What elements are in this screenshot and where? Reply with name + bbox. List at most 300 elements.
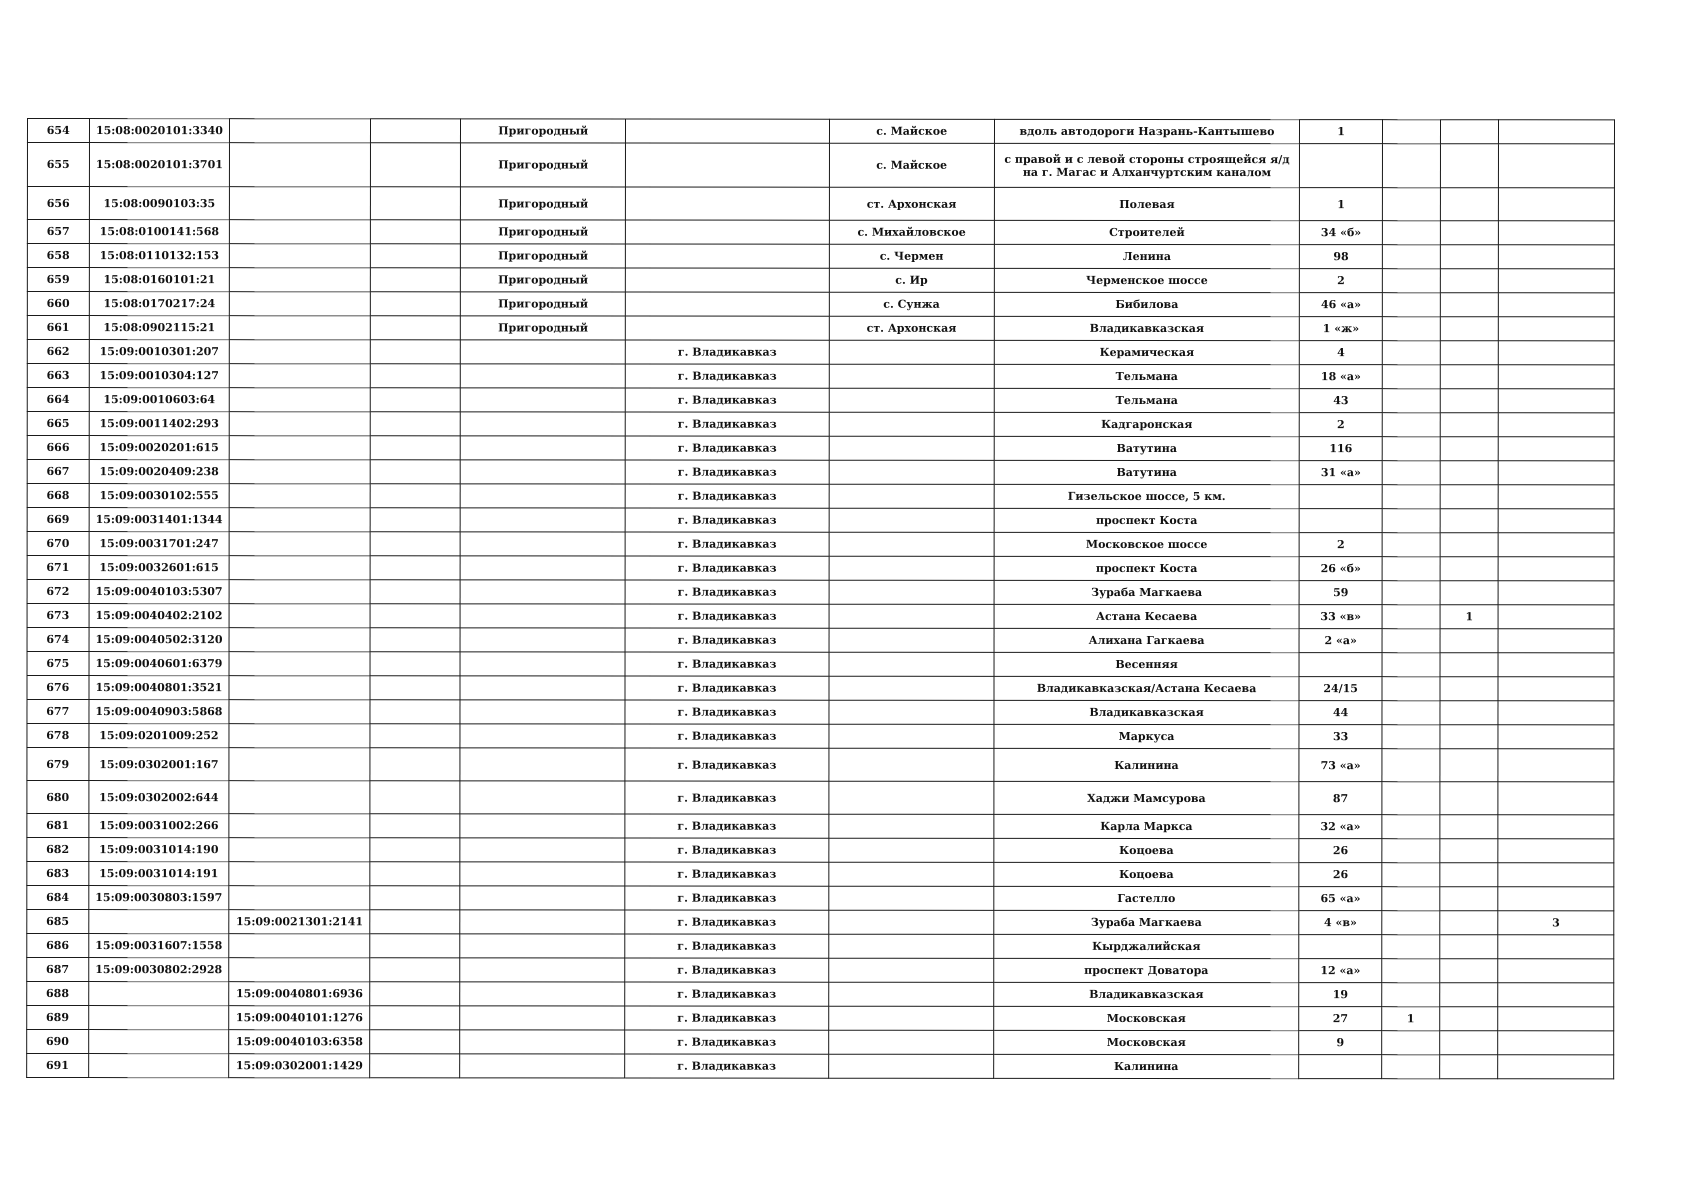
house-number-cell: 26 [1299, 839, 1382, 863]
table-row [27, 220, 1614, 245]
city-cell [626, 119, 829, 143]
cadastral-number-alt-cell [229, 676, 370, 700]
city-cell: г. Владикавказ [625, 886, 828, 910]
row-number-cell: 664 [27, 388, 89, 412]
count-a-cell [1382, 317, 1440, 341]
count-c-cell [1498, 629, 1614, 653]
house-number-cell: 34 «б» [1300, 221, 1383, 245]
blank-cell [370, 412, 460, 436]
house-number-cell [1300, 509, 1383, 533]
settlement-cell [829, 508, 994, 532]
house-number-cell: 43 [1300, 389, 1383, 413]
house-number-cell: 9 [1299, 1031, 1382, 1055]
table-row [27, 1030, 1614, 1055]
count-a-cell [1382, 911, 1440, 935]
settlement-cell [829, 460, 994, 484]
row-number-cell: 688 [27, 982, 89, 1006]
district-cell [461, 340, 626, 364]
count-c-cell [1499, 221, 1615, 245]
row-number-cell: 679 [27, 748, 89, 781]
cadastral-number-alt-cell [229, 781, 370, 814]
cadastral-number-alt-cell [229, 700, 370, 724]
count-a-cell [1382, 725, 1440, 749]
cadastral-number-alt-cell [229, 748, 370, 781]
cadastral-number-cell: 15:09:0030102:555 [89, 484, 230, 508]
row-number-cell: 674 [27, 628, 89, 652]
cadastral-number-cell: 15:09:0040402:2102 [89, 604, 230, 628]
blank-cell [370, 700, 460, 724]
street-cell: проспект Коста [994, 508, 1300, 532]
district-cell: Пригородный [461, 244, 626, 268]
table-row [27, 556, 1614, 581]
district-cell: Пригородный [461, 316, 626, 340]
house-number-cell: 4 [1300, 341, 1383, 365]
count-a-cell [1382, 581, 1440, 605]
table-row [27, 910, 1614, 935]
count-b-cell [1440, 677, 1498, 701]
district-cell [460, 781, 625, 814]
street-cell: Владикавказская/Астана Кесаева [994, 676, 1300, 700]
count-a-cell [1382, 935, 1440, 959]
row-number-cell: 686 [27, 934, 89, 958]
blank-cell [370, 814, 460, 838]
blank-cell [370, 1006, 460, 1030]
count-c-cell [1499, 317, 1615, 341]
settlement-cell: ст. Архонская [829, 316, 994, 340]
count-a-cell [1382, 509, 1440, 533]
house-number-cell: 1 [1300, 120, 1383, 144]
count-b-cell [1441, 245, 1499, 269]
cadastral-number-alt-cell [230, 316, 371, 340]
street-cell: Полевая [994, 187, 1300, 220]
count-c-cell [1498, 1031, 1614, 1055]
table-row [27, 532, 1614, 557]
house-number-cell: 87 [1299, 782, 1382, 815]
city-cell: г. Владикавказ [625, 1030, 828, 1054]
city-cell: г. Владикавказ [625, 484, 828, 508]
city-cell: г. Владикавказ [625, 814, 828, 838]
street-cell: Владикавказская [993, 982, 1299, 1006]
cadastral-number-alt-cell [229, 838, 370, 862]
count-b-cell [1440, 983, 1498, 1007]
house-number-cell: 31 «а» [1300, 461, 1383, 485]
cadastral-number-alt-cell [229, 556, 370, 580]
count-b-cell [1440, 725, 1498, 749]
settlement-cell: с. Чермен [829, 244, 994, 268]
table-row [27, 676, 1614, 701]
table-row [27, 460, 1614, 485]
blank-cell [370, 652, 460, 676]
house-number-cell [1300, 144, 1383, 188]
row-number-cell: 668 [27, 484, 89, 508]
table-row [27, 292, 1614, 317]
district-cell [460, 1006, 625, 1030]
city-cell: г. Владикавказ [625, 910, 828, 934]
blank-cell [370, 532, 460, 556]
house-number-cell: 2 «а» [1299, 629, 1382, 653]
count-b-cell [1440, 1031, 1498, 1055]
district-cell [461, 364, 626, 388]
count-a-cell [1382, 983, 1440, 1007]
settlement-cell [829, 436, 994, 460]
street-cell: Калинина [993, 1054, 1299, 1078]
settlement-cell [829, 532, 994, 556]
count-a-cell [1382, 437, 1440, 461]
row-number-cell: 689 [27, 1006, 89, 1030]
count-a-cell [1382, 293, 1440, 317]
settlement-cell [829, 781, 994, 814]
settlement-cell: с. Майское [829, 143, 994, 187]
count-c-cell [1498, 677, 1614, 701]
cadastral-number-alt-cell [229, 886, 370, 910]
house-number-cell: 18 «а» [1300, 365, 1383, 389]
count-b-cell [1440, 653, 1498, 677]
cadastral-number-cell [88, 1006, 229, 1030]
table-row [27, 958, 1614, 983]
city-cell [626, 268, 829, 292]
table-row [27, 484, 1614, 509]
district-cell [460, 910, 625, 934]
cadastral-number-cell: 15:09:0031401:1344 [89, 508, 230, 532]
city-cell: г. Владикавказ [625, 982, 828, 1006]
table-row [27, 838, 1614, 863]
table-row [27, 982, 1614, 1007]
house-number-cell: 4 «в» [1299, 911, 1382, 935]
count-b-cell [1440, 413, 1498, 437]
street-cell: Тельмана [994, 364, 1300, 388]
cadastral-number-cell [88, 1030, 229, 1054]
count-a-cell [1382, 413, 1440, 437]
row-number-cell: 676 [27, 676, 89, 700]
city-cell: г. Владикавказ [625, 628, 828, 652]
blank-cell [370, 268, 460, 292]
row-number-cell: 687 [27, 958, 89, 982]
blank-cell [370, 1030, 460, 1054]
settlement-cell [828, 910, 993, 934]
city-cell: г. Владикавказ [625, 1006, 828, 1030]
blank-cell [370, 910, 460, 934]
count-c-cell [1498, 839, 1614, 863]
settlement-cell: с. Ир [829, 268, 994, 292]
count-c-cell [1499, 461, 1615, 485]
city-cell: г. Владикавказ [625, 556, 828, 580]
cadastral-number-cell: 15:09:0031014:191 [88, 862, 229, 886]
district-cell [460, 724, 625, 748]
cadastral-number-cell: 15:08:0020101:3701 [89, 143, 230, 187]
district-cell [460, 604, 625, 628]
cadastral-number-cell: 15:09:0040801:3521 [89, 676, 230, 700]
count-a-cell [1382, 389, 1440, 413]
cadastral-number-alt-cell [229, 580, 370, 604]
city-cell: г. Владикавказ [625, 412, 828, 436]
blank-cell [370, 388, 460, 412]
table-row [27, 652, 1614, 677]
count-c-cell [1498, 887, 1614, 911]
street-cell: Московское шоссе [994, 532, 1300, 556]
cadastral-number-cell: 15:08:0160101:21 [89, 268, 230, 292]
cadastral-number-alt-cell: 15:09:0040101:1276 [229, 1006, 370, 1030]
count-a-cell [1382, 557, 1440, 581]
blank-cell [370, 292, 460, 316]
cadastral-number-alt-cell [229, 814, 370, 838]
blank-cell [370, 556, 460, 580]
city-cell: г. Владикавказ [625, 460, 828, 484]
blank-cell [371, 143, 461, 187]
city-cell [626, 187, 829, 220]
district-cell [460, 556, 625, 580]
count-c-cell [1499, 365, 1615, 389]
district-cell [460, 532, 625, 556]
count-c-cell [1498, 653, 1614, 677]
settlement-cell [829, 604, 994, 628]
house-number-cell: 59 [1299, 581, 1382, 605]
district-cell: Пригородный [461, 220, 626, 244]
count-c-cell [1498, 863, 1614, 887]
count-b-cell [1440, 863, 1498, 887]
settlement-cell [829, 628, 994, 652]
cadastral-number-alt-cell [230, 460, 371, 484]
count-b-cell [1440, 389, 1498, 413]
city-cell: г. Владикавказ [625, 604, 828, 628]
city-cell: г. Владикавказ [625, 436, 828, 460]
settlement-cell [829, 814, 994, 838]
city-cell [626, 292, 829, 316]
district-cell: Пригородный [461, 119, 626, 143]
house-number-cell: 26 «б» [1300, 557, 1383, 581]
blank-cell [370, 886, 460, 910]
district-cell [460, 1030, 625, 1054]
cadastral-number-alt-cell [230, 436, 371, 460]
house-number-cell: 98 [1300, 245, 1383, 269]
row-number-cell: 672 [27, 580, 89, 604]
row-number-cell: 684 [27, 886, 89, 910]
table-row [27, 508, 1614, 533]
street-cell: Весенняя [994, 652, 1300, 676]
table-row [27, 340, 1614, 365]
count-b-cell [1440, 749, 1498, 782]
house-number-cell: 2 [1300, 413, 1383, 437]
settlement-cell: ст. Архонская [829, 187, 994, 220]
table-row [27, 862, 1614, 887]
district-cell: Пригородный [461, 268, 626, 292]
district-cell: Пригородный [461, 143, 626, 187]
cadastral-number-cell: 15:09:0011402:293 [89, 412, 230, 436]
cadastral-number-cell: 15:09:0032601:615 [89, 556, 230, 580]
city-cell [626, 143, 829, 187]
count-b-cell [1441, 269, 1499, 293]
house-number-cell: 12 «а» [1299, 959, 1382, 983]
row-number-cell: 658 [27, 244, 89, 268]
cadastral-number-cell: 15:09:0040103:5307 [89, 580, 230, 604]
district-cell: Пригородный [461, 187, 626, 220]
table-row [27, 268, 1614, 293]
table-row [27, 814, 1614, 839]
row-number-cell: 655 [27, 143, 89, 187]
cadastral-number-alt-cell [229, 652, 370, 676]
street-cell: Коцоева [994, 862, 1300, 886]
cadastral-number-cell: 15:08:0020101:3340 [89, 119, 230, 143]
settlement-cell [829, 652, 994, 676]
street-cell: Тельмана [994, 388, 1300, 412]
count-a-cell [1382, 749, 1440, 782]
count-a-cell [1382, 1055, 1440, 1079]
cadastral-number-cell: 15:09:0010304:127 [89, 364, 230, 388]
blank-cell [370, 508, 460, 532]
city-cell: г. Владикавказ [625, 862, 828, 886]
district-cell [460, 484, 625, 508]
settlement-cell [828, 1006, 993, 1030]
row-number-cell: 667 [27, 460, 89, 484]
table-row [27, 143, 1614, 188]
city-cell: г. Владикавказ [625, 700, 828, 724]
settlement-cell [829, 838, 994, 862]
cadastral-number-cell [88, 910, 229, 934]
cadastral-number-alt-cell [230, 187, 371, 220]
count-b-cell [1440, 461, 1498, 485]
count-a-cell [1382, 221, 1440, 245]
cadastral-number-cell [88, 1054, 229, 1078]
count-c-cell [1498, 983, 1614, 1007]
blank-cell [370, 958, 460, 982]
cadastral-number-alt-cell [230, 484, 371, 508]
house-number-cell: 26 [1299, 863, 1382, 887]
count-a-cell [1382, 245, 1440, 269]
cadastral-number-alt-cell: 15:09:0021301:2141 [229, 910, 370, 934]
cadastral-number-alt-cell [230, 143, 371, 187]
city-cell: г. Владикавказ [625, 1054, 828, 1078]
district-cell [461, 388, 626, 412]
count-a-cell [1382, 863, 1440, 887]
cadastral-number-alt-cell [229, 862, 370, 886]
count-c-cell [1499, 413, 1615, 437]
settlement-cell: с. Михайловское [829, 220, 994, 244]
blank-cell [370, 982, 460, 1006]
district-cell [460, 652, 625, 676]
cadastral-number-alt-cell [229, 532, 370, 556]
count-c-cell [1499, 605, 1615, 629]
settlement-cell [829, 748, 994, 781]
house-number-cell: 1 [1300, 188, 1383, 221]
blank-cell [370, 364, 460, 388]
cadastral-number-cell: 15:09:0031014:190 [88, 838, 229, 862]
cadastral-number-alt-cell [230, 388, 371, 412]
settlement-cell [828, 1030, 993, 1054]
settlement-cell [829, 886, 994, 910]
city-cell: г. Владикавказ [625, 838, 828, 862]
cadastral-number-cell: 15:09:0030802:2928 [88, 958, 229, 982]
cadastral-number-cell: 15:09:0010301:207 [89, 340, 230, 364]
settlement-cell [829, 556, 994, 580]
count-c-cell [1498, 725, 1614, 749]
district-cell [460, 676, 625, 700]
table-row [27, 781, 1614, 815]
table-row [27, 436, 1614, 461]
blank-cell [371, 119, 461, 143]
settlement-cell [829, 862, 994, 886]
cadastral-number-alt-cell: 15:09:0040801:6936 [229, 982, 370, 1006]
table-row [27, 934, 1614, 959]
count-b-cell [1440, 533, 1498, 557]
street-cell: Черменское шоссе [994, 268, 1300, 292]
street-cell: Владикавказская [994, 316, 1300, 340]
count-c-cell [1499, 533, 1615, 557]
city-cell: г. Владикавказ [625, 508, 828, 532]
cadastral-number-cell: 15:09:0020409:238 [89, 460, 230, 484]
settlement-cell [828, 958, 993, 982]
count-c-cell [1498, 1055, 1614, 1079]
cadastral-number-alt-cell [230, 340, 371, 364]
cadastral-number-alt-cell: 15:09:0302001:1429 [229, 1054, 370, 1078]
city-cell: г. Владикавказ [625, 652, 828, 676]
cadastral-number-cell: 15:09:0302001:167 [88, 748, 229, 781]
count-c-cell [1499, 144, 1615, 188]
house-number-cell: 73 «а» [1299, 749, 1382, 782]
district-cell [461, 412, 626, 436]
cadastral-number-alt-cell [230, 412, 371, 436]
cadastral-number-cell: 15:09:0010603:64 [89, 388, 230, 412]
count-c-cell [1499, 269, 1615, 293]
city-cell: г. Владикавказ [626, 364, 829, 388]
cadastral-number-alt-cell [230, 244, 371, 268]
city-cell: г. Владикавказ [625, 580, 828, 604]
count-b-cell [1440, 1007, 1498, 1031]
row-number-cell: 683 [27, 862, 89, 886]
cadastral-number-cell: 15:09:0020201:615 [89, 436, 230, 460]
house-number-cell: 116 [1300, 437, 1383, 461]
city-cell [626, 316, 829, 340]
city-cell: г. Владикавказ [626, 340, 829, 364]
street-cell: Керамическая [994, 340, 1300, 364]
blank-cell [370, 340, 460, 364]
count-a-cell [1382, 1031, 1440, 1055]
cadastral-number-cell: 15:09:0040601:6379 [89, 652, 230, 676]
count-c-cell [1498, 1007, 1614, 1031]
count-a-cell [1382, 269, 1440, 293]
row-number-cell: 654 [27, 119, 89, 143]
street-cell: Строителей [994, 220, 1300, 244]
count-a-cell [1382, 341, 1440, 365]
count-c-cell [1499, 341, 1615, 365]
street-cell: Владикавказская [994, 700, 1300, 724]
street-cell: проспект Доватора [993, 958, 1299, 982]
cadastral-number-alt-cell [229, 724, 370, 748]
settlement-cell [829, 412, 994, 436]
blank-cell [370, 220, 460, 244]
street-cell: Московская [993, 1030, 1299, 1054]
city-cell: г. Владикавказ [625, 958, 828, 982]
count-a-cell [1382, 485, 1440, 509]
street-cell: Московская [993, 1006, 1299, 1030]
blank-cell [370, 934, 460, 958]
row-number-cell: 680 [27, 781, 89, 814]
count-a-cell [1382, 839, 1440, 863]
table-row [27, 886, 1614, 911]
street-cell: Зураба Магкаева [994, 580, 1300, 604]
settlement-cell [829, 676, 994, 700]
cadastral-number-cell: 15:08:0100141:568 [89, 220, 230, 244]
settlement-cell: с. Сунжа [829, 292, 994, 316]
row-number-cell: 656 [27, 187, 89, 220]
house-number-cell: 2 [1300, 533, 1383, 557]
count-c-cell [1499, 557, 1615, 581]
table-row [27, 316, 1614, 341]
cadastral-number-cell: 15:08:0170217:24 [89, 292, 230, 316]
count-a-cell [1382, 677, 1440, 701]
house-number-cell: 65 «а» [1299, 887, 1382, 911]
count-c-cell [1499, 509, 1615, 533]
cadastral-number-cell: 15:09:0040502:3120 [89, 628, 230, 652]
street-cell: Гизельское шоссе, 5 км. [994, 484, 1300, 508]
